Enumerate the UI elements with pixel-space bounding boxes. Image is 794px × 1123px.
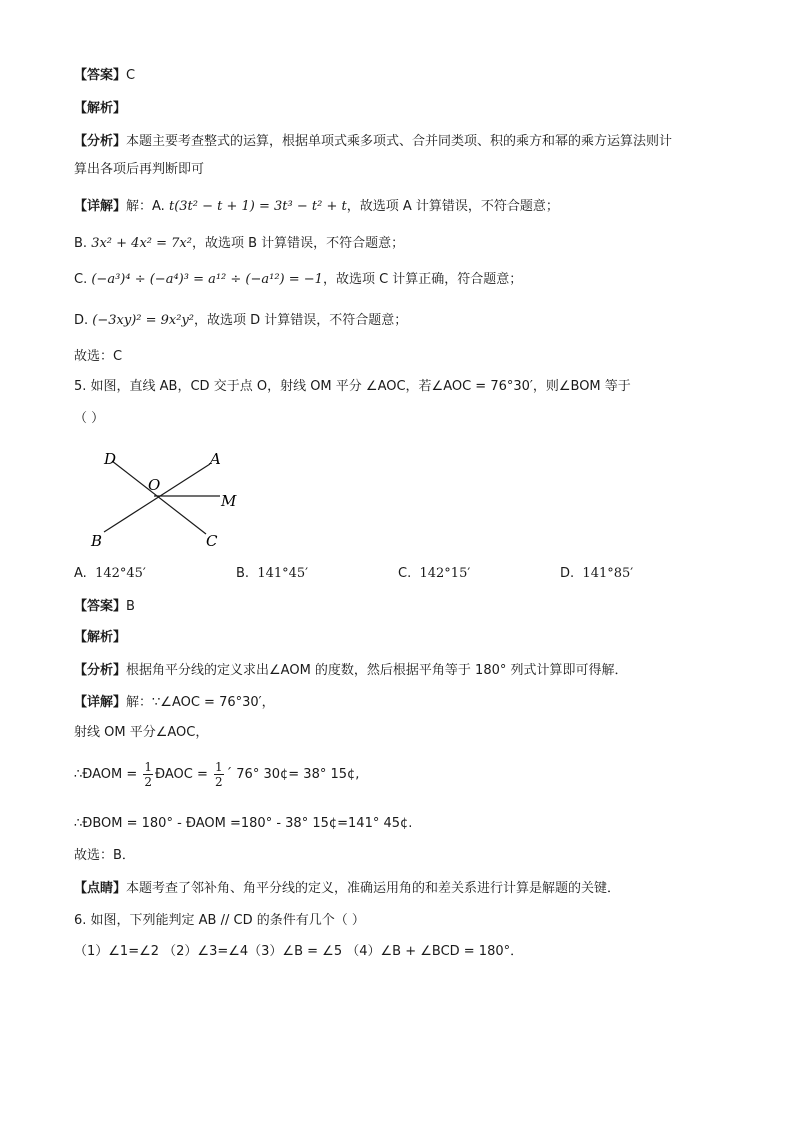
b-formula: 3x² + 4x² = 7x² — [91, 236, 192, 251]
label-c: C — [206, 532, 218, 550]
step1-pre: ∴ÐAOM = — [74, 767, 142, 782]
label-a: A — [210, 450, 221, 468]
detail-text: 解：∵∠AOC = 76°30′， — [126, 695, 275, 710]
option-c — [398, 566, 470, 581]
option-b-label: B. — [236, 566, 250, 581]
answer-tag: 【答案】 — [74, 599, 127, 614]
step1-post: ´ 76° 30¢= 38° 15¢, — [225, 767, 360, 782]
q4-fenxi-line-1 — [74, 132, 672, 152]
q5-step1 — [74, 760, 359, 790]
detail-a-prefix: 解：A. — [126, 199, 165, 214]
q4-answer-line — [74, 66, 135, 86]
choose-text: 故选：B． — [74, 848, 135, 863]
choose-text: 故选：C — [74, 349, 123, 364]
c-prefix: C. — [74, 272, 88, 287]
q4-fenxi-line-2 — [74, 160, 204, 180]
ray-text: 射线 OM 平分∠AOC， — [74, 725, 209, 740]
fenxi-text-cont: 算出各项后再判断即可 — [74, 162, 205, 177]
q6-stem: 6. 如图，下列能判定 AB // CD 的条件有几个（ ） — [74, 913, 365, 928]
d-text: ，故选项 D 计算错误，不符合题意； — [194, 313, 408, 328]
label-m: M — [221, 492, 237, 510]
q6-conditions: （1）∠1=∠2 （2）∠3=∠4（3）∠B = ∠5 （4）∠B + ∠BCD = 180°． — [74, 944, 524, 959]
q4-detail-d — [74, 311, 407, 331]
q5-stem-line-1 — [74, 377, 631, 397]
option-b-value: 141°45′ — [257, 566, 309, 581]
detail-tag: 【详解】 — [74, 695, 127, 710]
q6-stem-line — [74, 911, 365, 931]
q5-step2 — [74, 814, 412, 834]
q5-detail-line — [74, 693, 275, 713]
option-a — [74, 566, 146, 581]
option-d-value: 141°85′ — [582, 566, 634, 581]
detail-tag: 【详解】 — [74, 199, 127, 214]
step1-mid: ÐAOC = — [155, 767, 213, 782]
answer-tag: 【答案】 — [74, 68, 127, 83]
option-b — [236, 566, 308, 581]
analysis-tag: 【解析】 — [74, 101, 127, 116]
analysis-tag: 【解析】 — [74, 630, 127, 645]
line-dc — [112, 461, 206, 534]
q4-detail-c — [74, 270, 522, 290]
q6-conditions-line — [74, 942, 523, 962]
q5-ray-line — [74, 723, 208, 743]
q4-detail-b — [74, 234, 404, 254]
step2-text: ∴ÐBOM = 180° - ÐAOM =180° - 38° 15¢=141° 45¢. — [74, 816, 413, 831]
q4-choose — [74, 347, 122, 367]
q4-analysis-heading — [74, 99, 126, 119]
q5-stem-bracket: （ ） — [74, 411, 105, 426]
option-a-label: A. — [74, 566, 87, 581]
answer-value: C — [126, 68, 136, 83]
option-d-label: D. — [560, 566, 575, 581]
option-c-value: 142°15′ — [419, 566, 471, 581]
fenxi-tag: 【分析】 — [74, 663, 127, 678]
label-o: O — [148, 476, 161, 494]
b-prefix: B. — [74, 236, 88, 251]
d-formula: (−3xy)² = 9x²y² — [92, 313, 195, 328]
detail-a-text: ，故选项 A 计算错误，不符合题意； — [346, 199, 559, 214]
fraction-numerator: 1 — [144, 760, 153, 774]
dianjing-text: 本题考查了邻补角、角平分线的定义，准确运用角的和差关系进行计算是解题的关键． — [126, 881, 621, 896]
q5-answer-line — [74, 597, 135, 617]
fraction-numerator: 1 — [215, 760, 223, 774]
option-c-label: C. — [398, 566, 412, 581]
q5-stem-line-2 — [74, 409, 104, 429]
q5-choose — [74, 846, 135, 866]
label-d: D — [104, 450, 117, 468]
q5-stem: 5. 如图，直线 AB，CD 交于点 O，射线 OM 平分 ∠AOC，若∠AOC = 76°30′，则∠BOM 等于 — [74, 379, 631, 394]
option-d — [560, 566, 633, 581]
option-a-value: 142°45′ — [95, 566, 146, 581]
q4-detail-a — [74, 197, 559, 217]
q5-dianjing — [74, 879, 620, 899]
dianjing-tag: 【点睛】 — [74, 881, 127, 896]
q5-fenxi-line — [74, 661, 628, 681]
q5-figure — [84, 444, 254, 556]
b-text: ，故选项 B 计算错误，不符合题意； — [191, 236, 405, 251]
answer-value: B — [126, 599, 135, 614]
c-text: ，故选项 C 计算正确，符合题意； — [322, 272, 523, 287]
line-ab — [104, 464, 210, 532]
half-fraction-2 — [214, 760, 224, 789]
fenxi-tag: 【分析】 — [74, 134, 127, 149]
fraction-denominator: 2 — [144, 775, 153, 789]
fenxi-text: 本题主要考查整式的运算，根据单项式乘多项式、合并同类项、积的乘方和幂的乘方运算法则计 — [126, 134, 673, 149]
c-formula: (−a³)⁴ ÷ (−a⁴)³ = a¹² ÷ (−a¹²) = −1 — [91, 272, 323, 287]
q5-analysis-heading — [74, 628, 126, 648]
detail-a-formula: t(3t² − t + 1) = 3t³ − t² + t — [168, 199, 347, 214]
fraction-denominator: 2 — [215, 775, 223, 789]
label-b: B — [91, 532, 103, 550]
half-fraction — [143, 760, 153, 789]
d-prefix: D. — [74, 313, 89, 328]
fenxi-text: 根据角平分线的定义求出∠AOM 的度数，然后根据平角等于 180° 列式计算即可得解． — [126, 663, 628, 678]
